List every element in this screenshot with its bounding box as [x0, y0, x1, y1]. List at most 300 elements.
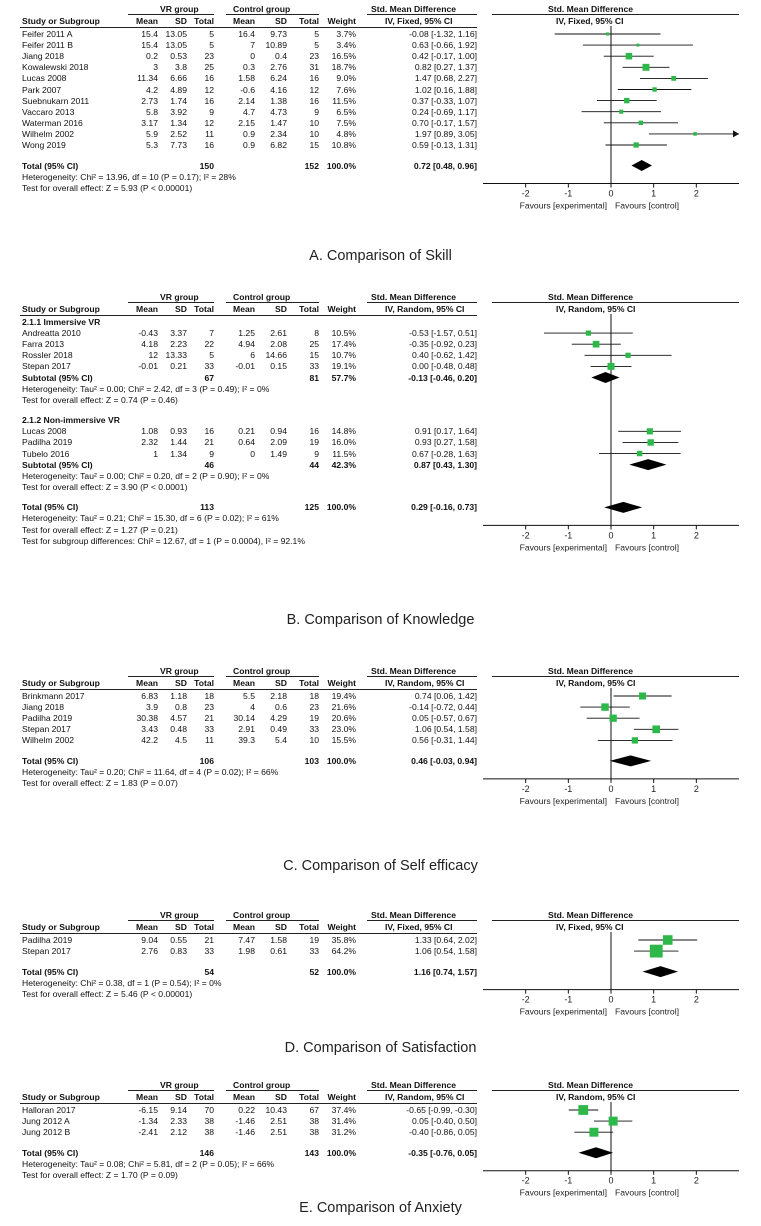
study-estimate-square: [663, 935, 673, 945]
study-estimate-square: [626, 53, 632, 59]
statistics-note: Heterogeneity: Tau² = 0.21; Chi² = 15.30, df = 6 (P = 0.02); I² = 61%: [22, 513, 279, 524]
total-header: Total: [194, 16, 214, 26]
vr-total: 7: [209, 328, 214, 339]
effect-ci-value: 1.02 [0.16, 1.88]: [414, 84, 477, 95]
statistics-note: Test for subgroup differences: Chi² = 12.67, df = 1 (P = 0.0004), I² = 92.1%: [22, 535, 305, 546]
vr-mean: 1.08: [141, 426, 158, 437]
effect-ci-value: 0.59 [-0.13, 1.31]: [412, 140, 477, 150]
effect-ci-value: -0.13 [-0.46, 0.20]: [408, 372, 477, 383]
vr-mean: -6.15: [138, 1105, 158, 1115]
sd-header: SD: [175, 304, 187, 314]
weight-value: 16.5%: [331, 51, 356, 62]
mean-header: Mean: [136, 304, 158, 314]
control-mean: 0.22: [238, 1105, 255, 1115]
control-sd: 0.61: [270, 946, 287, 957]
vr-sd: 4.57: [170, 713, 187, 724]
total-header: Total: [299, 1092, 319, 1102]
total-row-label: Total (95% CI): [22, 966, 79, 977]
x-tick-label: -2: [521, 783, 530, 794]
favours-experimental-label: Favours [experimental]: [519, 200, 607, 211]
vr-mean: 2.76: [141, 946, 158, 957]
control-total: 125: [304, 502, 319, 513]
control-sd: 0.6: [275, 702, 287, 713]
study-name: Park 2007: [22, 84, 62, 95]
header-divider: [492, 14, 739, 15]
total-row-label: Total (95% CI): [22, 160, 79, 171]
control-mean: 7: [250, 40, 255, 51]
study-estimate-square: [647, 439, 653, 445]
weight-value: 14.8%: [331, 426, 356, 437]
weight-value: 100.0%: [326, 1147, 356, 1158]
control-total: 33: [309, 361, 319, 372]
header-divider: [226, 676, 319, 677]
header-divider: [226, 302, 319, 303]
control-total: 23: [309, 702, 319, 713]
effect-ci-value: 0.74 [0.06, 1.42]: [414, 691, 477, 701]
study-name: Feifer 2011 B: [22, 40, 73, 51]
study-name: Wilhelm 2002: [22, 128, 75, 139]
weight-value: 100.0%: [326, 755, 356, 766]
weight-value: 3.7%: [336, 29, 356, 39]
statistics-note: Test for overall effect: Z = 3.90 (P < 0.0001): [22, 481, 188, 492]
control-sd: 2.34: [270, 128, 287, 139]
vr-total: 9: [209, 106, 214, 117]
control-total: 103: [304, 755, 319, 766]
header-divider: [226, 14, 319, 15]
pooled-estimate-diamond: [604, 502, 642, 513]
control-total: 19: [309, 713, 319, 724]
panel-caption: D. Comparison of Satisfaction: [284, 1040, 477, 1056]
control-total: 143: [304, 1147, 319, 1158]
vr-sd: 0.21: [170, 361, 187, 372]
weight-value: 10.5%: [331, 328, 356, 339]
x-tick-label: 0: [608, 783, 614, 794]
forest-panel-c: [0, 666, 761, 882]
vr-sd: 2.33: [170, 1116, 187, 1127]
weight-value: 100.0%: [326, 160, 356, 171]
study-estimate-square: [624, 98, 629, 103]
vr-mean: 4.2: [146, 84, 158, 95]
sd-header: SD: [275, 1092, 287, 1102]
control-total: 18: [309, 691, 319, 701]
control-mean: 1.98: [238, 946, 255, 957]
study-estimate-square: [619, 110, 623, 114]
favours-experimental-label: Favours [experimental]: [519, 795, 607, 806]
effect-ci-value: -0.35 [-0.92, 0.23]: [409, 339, 477, 350]
control-sd: 0.94: [270, 426, 287, 437]
weight-value: 37.4%: [331, 1105, 356, 1115]
method-header: IV, Random, 95% CI: [385, 678, 465, 688]
x-tick-label: -1: [564, 530, 573, 541]
statistics-note: Heterogeneity: Chi² = 13.96, df = 10 (P = 0.17); I² = 28%: [22, 171, 236, 182]
vr-sd: 1.18: [170, 691, 187, 701]
sd-header: SD: [275, 922, 287, 932]
statistics-note: Heterogeneity: Tau² = 0.08; Chi² = 5.81, df = 2 (P = 0.05); I² = 66%: [22, 1158, 275, 1169]
control-total: 38: [309, 1116, 319, 1127]
control-sd: 2.51: [270, 1127, 287, 1138]
weight-value: 3.4%: [336, 40, 356, 51]
subgroup-heading: 2.1.1 Immersive VR: [22, 317, 101, 327]
weight-value: 6.5%: [336, 106, 356, 117]
study-name: Wilhelm 2002: [22, 735, 75, 746]
study-name: Kowalewski 2018: [22, 62, 89, 73]
vr-mean: -1.34: [138, 1116, 158, 1127]
control-total: 9: [314, 106, 319, 117]
vr-sd: 4.5: [175, 735, 187, 746]
vr-sd: 0.55: [170, 935, 187, 945]
vr-total: 16: [204, 426, 214, 437]
study-name: Jiang 2018: [22, 51, 65, 62]
effect-ci-value: -0.14 [-0.72, 0.44]: [409, 702, 477, 713]
vr-mean: 30.38: [136, 713, 158, 724]
weight-value: 4.8%: [336, 128, 356, 139]
study-estimate-square: [578, 1105, 588, 1115]
study-name: Jung 2012 A: [22, 1116, 70, 1127]
study-estimate-square: [639, 692, 646, 699]
vr-sd: 9.14: [170, 1105, 187, 1115]
vr-group-header: VR group: [160, 4, 199, 14]
panel-caption: B. Comparison of Knowledge: [286, 612, 475, 628]
weight-value: 11.5%: [332, 95, 356, 106]
smd-header: Std. Mean Difference: [371, 292, 457, 302]
vr-total: 33: [204, 724, 214, 735]
weight-value: 35.8%: [331, 935, 356, 945]
mean-header: Mean: [136, 16, 158, 26]
study-name: Jiang 2018: [22, 702, 65, 713]
x-tick-label: -2: [521, 1175, 530, 1186]
mean-header: Mean: [233, 1092, 255, 1102]
sd-header: SD: [275, 304, 287, 314]
vr-mean: -0.01: [138, 361, 158, 372]
header-divider: [20, 933, 477, 934]
study-estimate-square: [652, 725, 660, 733]
control-total: 10: [309, 735, 319, 746]
control-total: 81: [309, 372, 319, 383]
vr-total: 106: [199, 755, 214, 766]
vr-sd: 4.89: [170, 84, 187, 95]
vr-sd: 0.53: [170, 51, 187, 62]
control-sd: 2.76: [270, 62, 287, 73]
effect-ci-value: 0.29 [-0.16, 0.73]: [411, 502, 477, 513]
forest-panel-e: [0, 1080, 761, 1224]
control-total: 10: [309, 128, 319, 139]
control-mean: 2.91: [238, 724, 255, 735]
control-total: 12: [309, 84, 319, 95]
vr-total: 67: [204, 372, 214, 383]
vr-total: 54: [204, 966, 214, 977]
study-name: Andreatta 2010: [22, 328, 81, 339]
control-mean: 0.64: [238, 437, 255, 448]
control-sd: 0.49: [270, 724, 287, 735]
vr-mean: 4.18: [141, 339, 158, 350]
statistics-note: Test for overall effect: Z = 5.93 (P < 0.00001): [22, 182, 193, 193]
weight-value: 31.4%: [331, 1116, 356, 1127]
vr-sd: 0.83: [170, 946, 187, 957]
forest-plot-a: [483, 26, 739, 216]
x-tick-label: -1: [564, 783, 573, 794]
subgroup-heading: 2.1.2 Non-immersive VR: [22, 415, 120, 426]
pooled-estimate-diamond: [631, 160, 651, 171]
weight-value: 23.0%: [331, 724, 356, 735]
vr-total: 23: [204, 51, 214, 62]
study-estimate-square: [601, 703, 608, 710]
control-mean: 1.25: [238, 328, 255, 339]
x-tick-label: 2: [693, 994, 699, 1005]
control-sd: 2.18: [270, 691, 287, 701]
study-name: Padilha 2019: [22, 935, 73, 945]
vr-sd: 3.8: [175, 62, 187, 73]
effect-ci-value: 0.91 [0.17, 1.64]: [414, 426, 477, 437]
control-total: 5: [314, 29, 319, 39]
weight-value: 31.2%: [331, 1127, 356, 1138]
favours-control-label: Favours [control]: [615, 542, 679, 553]
control-total: 23: [309, 51, 319, 62]
weight-value: 10.8%: [331, 140, 356, 150]
header-divider: [492, 302, 739, 303]
mean-header: Mean: [136, 678, 158, 688]
study-estimate-square: [593, 341, 600, 348]
vr-total: 70: [204, 1105, 214, 1115]
weight-value: 10.7%: [331, 350, 356, 361]
x-tick-label: -2: [521, 530, 530, 541]
control-mean: 0.9: [243, 128, 255, 139]
control-mean: 0: [250, 448, 255, 459]
weight-value: 64.2%: [331, 946, 356, 957]
control-sd: 5.4: [275, 735, 287, 746]
control-mean: -1.46: [235, 1127, 255, 1138]
header-divider: [20, 1103, 477, 1104]
study-name: Padilha 2019: [22, 713, 73, 724]
vr-sd: 1.44: [170, 437, 187, 448]
study-estimate-square: [639, 121, 643, 125]
x-tick-label: 2: [693, 188, 699, 199]
control-mean: 0: [250, 51, 255, 62]
study-estimate-square: [671, 76, 676, 81]
control-group-header: Control group: [233, 910, 291, 920]
x-tick-label: 1: [651, 994, 657, 1005]
study-estimate-square: [636, 44, 639, 47]
effect-ci-value: 0.37 [-0.33, 1.07]: [412, 95, 477, 106]
control-mean: 4.7: [243, 106, 255, 117]
vr-sd: 13.05: [165, 29, 187, 39]
study-name: Padilha 2019: [22, 437, 73, 448]
vr-group-header: VR group: [160, 910, 199, 920]
vr-group-header: VR group: [160, 1080, 199, 1090]
control-mean: -0.6: [240, 84, 255, 95]
total-header: Total: [194, 304, 214, 314]
weight-value: 15.5%: [331, 735, 356, 746]
plot-method: IV, Random, 95% CI: [556, 1092, 636, 1102]
study-estimate-square: [647, 428, 653, 434]
plot-method: IV, Random, 95% CI: [556, 678, 636, 688]
effect-ci-value: 0.63 [-0.66, 1.92]: [412, 40, 477, 51]
control-total: 19: [309, 437, 319, 448]
panel-caption: C. Comparison of Self efficacy: [283, 858, 478, 874]
control-total: 52: [309, 966, 319, 977]
forest-plot-e: [483, 1102, 739, 1203]
effect-ci-value: 0.82 [0.27, 1.37]: [414, 62, 477, 73]
total-row-label: Total (95% CI): [22, 502, 79, 513]
control-mean: 6: [250, 350, 255, 361]
effect-ci-value: 0.87 [0.43, 1.30]: [413, 459, 477, 470]
vr-mean: -0.43: [138, 328, 158, 339]
pooled-estimate-diamond: [579, 1147, 614, 1158]
vr-mean: 0.2: [146, 51, 158, 62]
vr-sd: 3.92: [170, 106, 187, 117]
control-mean: 0.9: [243, 140, 255, 150]
vr-mean: 6.83: [141, 691, 158, 701]
weight-header: Weight: [327, 1092, 356, 1102]
control-total: 9: [314, 448, 319, 459]
x-tick-label: 2: [693, 1175, 699, 1186]
control-mean: 1.58: [238, 73, 255, 84]
x-tick-label: 0: [608, 188, 614, 199]
control-mean: 2.15: [238, 117, 255, 128]
total-header: Total: [299, 678, 319, 688]
weight-value: 18.7%: [331, 62, 356, 73]
vr-total: 150: [199, 160, 214, 171]
control-total: 31: [309, 62, 319, 73]
study-estimate-square: [586, 331, 591, 336]
header-divider: [128, 676, 214, 677]
weight-value: 42.3%: [331, 459, 356, 470]
header-divider: [20, 315, 477, 316]
control-mean: 0.21: [238, 426, 255, 437]
vr-mean: 3.17: [141, 117, 158, 128]
smd-header: Std. Mean Difference: [371, 4, 457, 14]
effect-ci-value: 0.00 [-0.48, 0.48]: [412, 361, 477, 372]
statistics-note: Heterogeneity: Tau² = 0.00; Chi² = 0.20, df = 2 (P = 0.90); I² = 0%: [22, 470, 270, 481]
favours-control-label: Favours [control]: [615, 1187, 679, 1198]
x-tick-label: 2: [693, 783, 699, 794]
vr-mean: 3.43: [141, 724, 158, 735]
plot-title: Std. Mean Difference: [548, 4, 634, 14]
vr-total: 16: [204, 140, 214, 150]
study-name: Stepan 2017: [22, 946, 71, 957]
effect-ci-value: 0.42 [-0.17, 1.00]: [412, 51, 477, 62]
study-name: Brinkmann 2017: [22, 691, 85, 701]
x-tick-label: -1: [564, 994, 573, 1005]
total-header: Total: [194, 678, 214, 688]
weight-value: 7.5%: [336, 117, 356, 128]
favours-experimental-label: Favours [experimental]: [519, 542, 607, 553]
control-mean: -0.01: [235, 361, 255, 372]
control-sd: 9.73: [270, 29, 287, 39]
x-tick-label: 1: [651, 188, 657, 199]
control-mean: 30.14: [233, 713, 255, 724]
mean-header: Mean: [136, 1092, 158, 1102]
plot-method: IV, Random, 95% CI: [556, 304, 636, 314]
control-mean: 4.94: [238, 339, 255, 350]
control-sd: 1.47: [270, 117, 287, 128]
study-name: Feifer 2011 A: [22, 29, 73, 39]
control-sd: 4.73: [270, 106, 287, 117]
effect-ci-value: 0.67 [-0.28, 1.63]: [412, 448, 477, 459]
effect-ci-value: 1.16 [0.74, 1.57]: [413, 966, 477, 977]
method-header: IV, Random, 95% CI: [385, 1092, 465, 1102]
statistics-note: Test for overall effect: Z = 0.74 (P = 0.46): [22, 394, 178, 405]
x-tick-label: -2: [521, 188, 530, 199]
control-total: 15: [309, 350, 319, 361]
weight-value: 7.6%: [336, 84, 356, 95]
total-header: Total: [299, 304, 319, 314]
weight-value: 100.0%: [326, 502, 356, 513]
weight-value: 17.4%: [331, 339, 356, 350]
control-total: 16: [309, 426, 319, 437]
vr-total: 16: [204, 73, 214, 84]
effect-ci-value: 0.46 [-0.03, 0.94]: [411, 755, 477, 766]
mean-header: Mean: [233, 16, 255, 26]
effect-ci-value: 1.97 [0.89, 3.05]: [414, 128, 477, 139]
forest-panel-d: [0, 910, 761, 1064]
vr-total: 9: [209, 448, 214, 459]
control-total: 38: [309, 1127, 319, 1138]
vr-sd: 3.37: [170, 328, 187, 339]
vr-total: 46: [204, 459, 214, 470]
mean-header: Mean: [233, 304, 255, 314]
vr-mean: 9.04: [141, 935, 158, 945]
x-tick-label: -1: [564, 188, 573, 199]
total-row-label: Total (95% CI): [22, 1147, 79, 1158]
x-tick-label: -1: [564, 1175, 573, 1186]
control-total: 5: [314, 40, 319, 51]
study-name: Stepan 2017: [22, 361, 71, 372]
study-name: Farra 2013: [22, 339, 65, 350]
study-estimate-square: [609, 1117, 618, 1126]
effect-ci-value: -0.08 [-1.32, 1.16]: [409, 29, 477, 39]
effect-ci-value: -0.53 [-1.57, 0.51]: [409, 328, 477, 339]
study-name: Wong 2019: [22, 140, 66, 150]
control-total: 19: [309, 935, 319, 945]
study-estimate-square: [625, 353, 630, 358]
study-estimate-square: [650, 945, 663, 958]
vr-mean: 2.73: [141, 95, 158, 106]
vr-mean: 5.8: [146, 106, 158, 117]
forest-panel-a: [0, 4, 761, 272]
vr-sd: 0.8: [175, 702, 187, 713]
effect-ci-value: 1.47 [0.68, 2.27]: [414, 73, 477, 84]
vr-sd: 2.23: [170, 339, 187, 350]
header-divider: [226, 1090, 319, 1091]
study-estimate-square: [637, 451, 642, 456]
vr-mean: 11.34: [137, 73, 158, 84]
vr-mean: -2.41: [138, 1127, 158, 1138]
study-name: Suebnukarn 2011: [22, 95, 90, 106]
statistics-note: Test for overall effect: Z = 1.83 (P = 0.07): [22, 778, 178, 789]
effect-ci-value: 0.72 [0.48, 0.96]: [413, 160, 477, 171]
control-sd: 1.38: [270, 95, 287, 106]
weight-value: 11.5%: [332, 448, 356, 459]
vr-total: 146: [199, 1147, 214, 1158]
control-sd: 1.58: [270, 935, 287, 945]
vr-sd: 13.05: [165, 40, 187, 51]
sd-header: SD: [275, 16, 287, 26]
effect-ci-value: 1.06 [0.54, 1.58]: [414, 946, 477, 957]
weight-value: 21.6%: [331, 702, 356, 713]
control-sd: 2.61: [270, 328, 287, 339]
plot-title: Std. Mean Difference: [548, 1080, 634, 1090]
panel-caption: A. Comparison of Skill: [309, 248, 452, 264]
vr-mean: 15.4: [141, 29, 158, 39]
vr-total: 11: [205, 735, 214, 746]
plot-title: Std. Mean Difference: [548, 292, 634, 302]
vr-mean: 42.2: [141, 735, 158, 746]
vr-group-header: VR group: [160, 292, 199, 302]
x-tick-label: 0: [608, 1175, 614, 1186]
total-row-label: Subtotal (95% CI): [22, 372, 93, 383]
weight-value: 19.4%: [331, 691, 356, 701]
study-estimate-square: [634, 142, 639, 147]
